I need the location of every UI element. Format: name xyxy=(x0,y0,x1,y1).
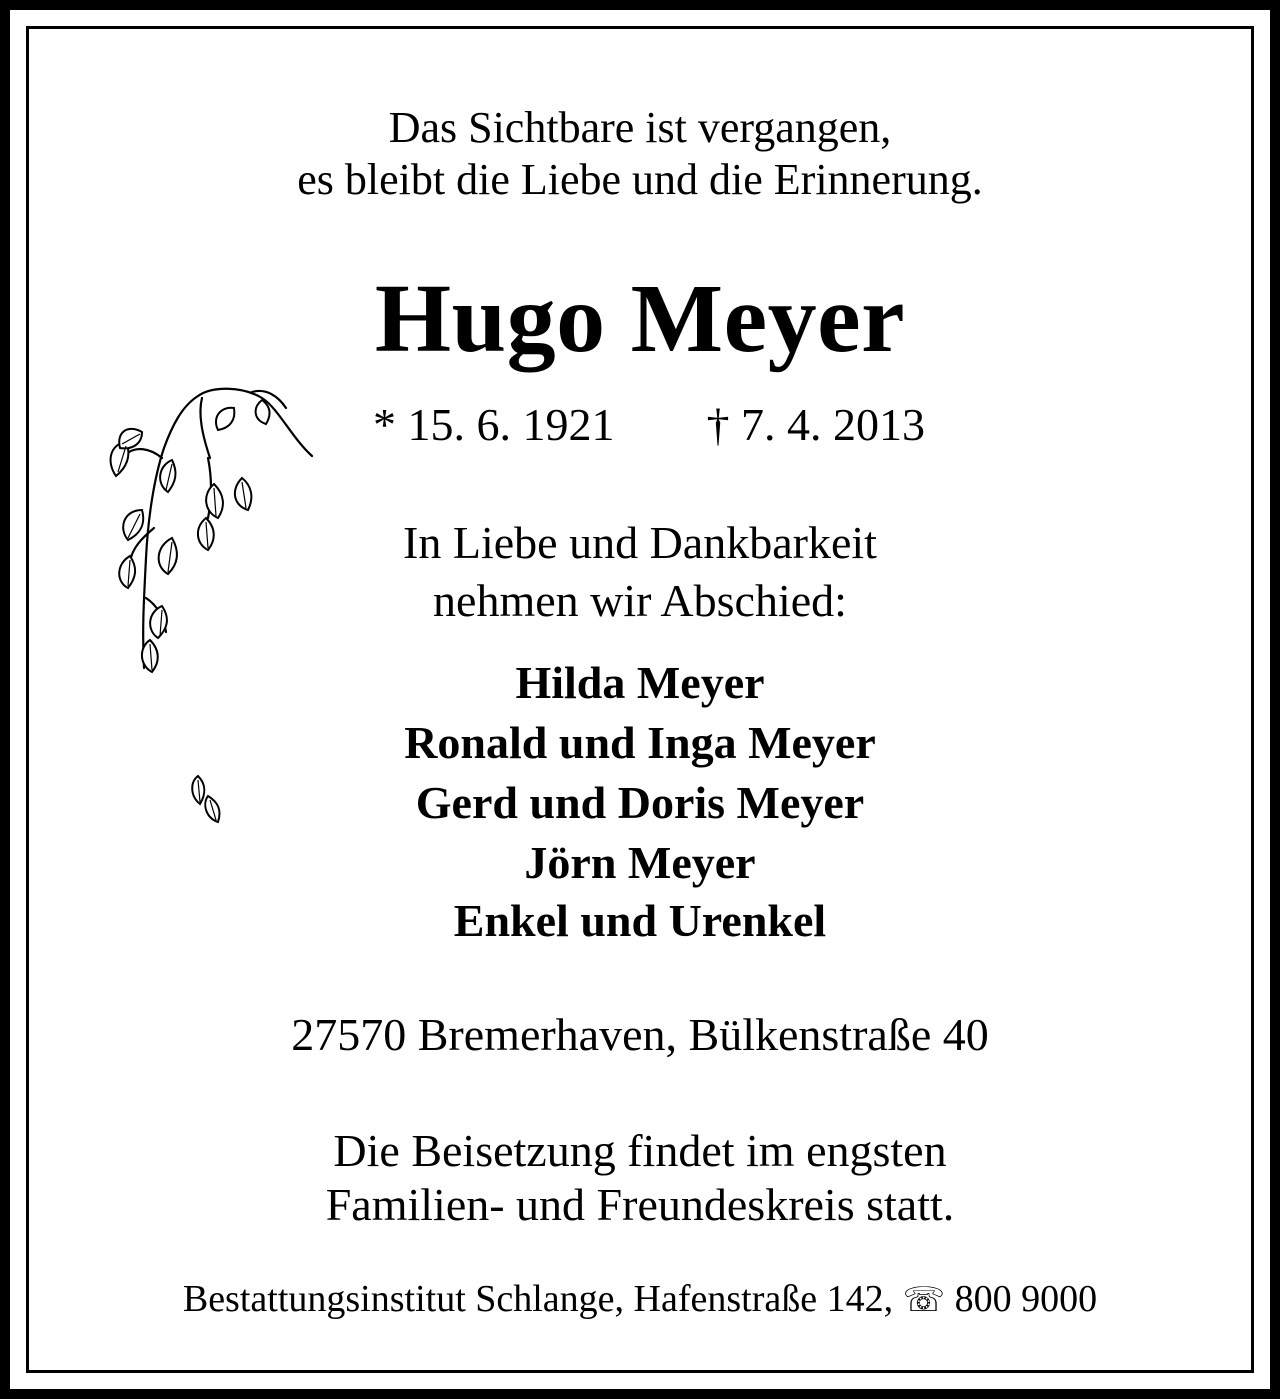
funeral-home-phone: 800 9000 xyxy=(954,1278,1098,1320)
death-date: † 7. 4. 2013 xyxy=(706,399,925,450)
mourner-name: Enkel und Urenkel xyxy=(453,895,827,946)
burial-line-2: Familien- und Freundeskreis statt. xyxy=(325,1179,955,1230)
obituary-card xyxy=(10,10,1270,1389)
deceased-name: Hugo Meyer xyxy=(374,265,906,373)
farewell-line-2: nehmen wir Abschied: xyxy=(433,575,847,626)
quote-line-2: es bleibt die Liebe und die Erinnerung. xyxy=(297,155,983,204)
mourner-name: Hilda Meyer xyxy=(515,657,765,708)
burial-line-1: Die Beisetzung findet im engsten xyxy=(333,1125,947,1176)
mourner-name: Gerd und Doris Meyer xyxy=(415,777,865,828)
mourner-name: Jörn Meyer xyxy=(524,837,756,888)
telephone-icon: ☏ xyxy=(902,1280,946,1320)
funeral-home-line xyxy=(10,1280,1270,1318)
quote-line-1: Das Sichtbare ist vergangen, xyxy=(388,103,892,152)
funeral-home-text: Bestattungsinstitut Schlange, Hafenstraße 142, xyxy=(182,1278,894,1320)
mourner-name: Ronald und Inga Meyer xyxy=(404,717,876,768)
farewell-line-1: In Liebe und Dankbarkeit xyxy=(403,517,877,568)
address: 27570 Bremerhaven, Bülkenstraße 40 xyxy=(291,1009,989,1060)
birth-date: * 15. 6. 1921 xyxy=(373,399,615,450)
